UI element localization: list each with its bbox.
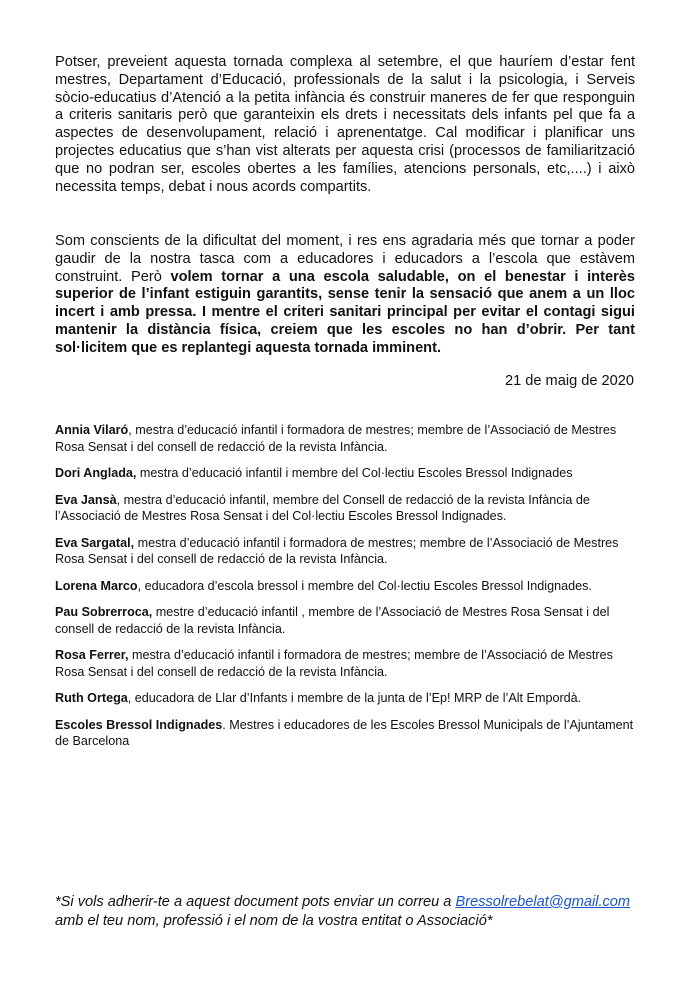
signer-name: Eva Jansà [55,492,117,507]
signer-entry [55,535,640,568]
signer-description: , mestra d’educació infantil, membre del Consell de redacció de la revista Infància de l’Associació de Mestres Rosa Sensat i del Col·lectiu Escoles Bressol Indignades. [55,492,590,523]
signer-description: mestra d’educació infantil i formadora de mestres; membre de l’Associació de Mestres Rosa Sensat i del consell de redacció de la revista Infància. [55,535,619,566]
signer-name: Escoles Bressol Indignades [55,717,223,732]
signer-name: Annia Vilaró [55,423,129,437]
signer-entry [55,492,640,525]
signer-description: , mestra d’educació infantil i formadora de mestres; membre de l’Associació de Mestres Rosa Sensat i del consell de redacció de la revista Infància. [55,423,617,454]
email-link[interactable]: Bressolrebelat@gmail.com [455,894,631,910]
paragraph-2 [55,233,635,358]
paragraph-1: Potser, preveient aquesta tornada complexa al setembre, el que hauríem d’estar fent mestres, Departament d’Educació, professionals de la salut i la psicologia, i Serveis sòcio-educatius d’Atenció a la petita infància és construir maneres de fer que responguin a criteris sanitaris però que garanteixin els drets i necessitats dels infants pel que fa a aspectes de desenvolupament, relació i aprenentatge. Cal modificar i planificar uns projectes educatius que s’han vist alterats per aquesta crisi (processos de familiarització que no podran ser, escoles obertes a les famílies, atencions personals, etc,....) i això necessita temps, debat i nous acords compartits. [55,54,635,195]
adhesion-note [55,893,635,931]
signer-name: Pau Sobrerroca, [55,605,153,619]
signer-entry [55,578,640,595]
signer-name: Lorena Marco [55,578,138,593]
signer-entry [55,717,640,750]
signer-entry [55,647,640,680]
signer-name: Eva Sargatal, [55,535,135,550]
signer-entry [55,690,640,707]
document-date: 21 de maig de 2020 [504,373,634,389]
signer-description: mestra d’educació infantil i membre del Col·lectiu Escoles Bressol Indignades [136,466,573,480]
paragraph-2-intro: Som conscients de la dificultat del moment, i res ens agradaria més que tornar a poder gaudir de la nostra tasca com a educadores i educadors a l’escola que estàvem construint. Però [55,233,635,285]
note-suffix: amb el teu nom, professió i el nom de la vostra entitat o Associació* [55,912,493,929]
signer-name: Dori Anglada, [55,466,137,480]
signer-entry [55,604,640,637]
signer-entry [55,422,640,455]
signer-name: Rosa Ferrer, [55,648,129,662]
signer-description: mestre d’educació infantil , membre de l’Associació de Mestres Rosa Sensat i del consell de redacció de la revista Infància. [55,605,610,636]
note-prefix: *Si vols adherir-te a aquest document pots enviar un correu a [55,894,456,910]
signers-list [55,422,640,760]
paragraph-2-bold: volem tornar a una escola saludable, on el benestar i interès superior de l’infant estiguin garantits, sense tenir la sensació que anem a un lloc incert i amb pressa. I mentre el criteri sanitari principal per evitar el contagi sigui mantenir la distància física, creiem que les escoles no han d’obrir. Per tant sol·licitem que es replantegi aquesta tornada imminent. [55,268,635,356]
signer-name: Ruth Ortega [55,691,128,705]
signer-entry [55,465,640,482]
signer-description: . Mestres i educadores de les Escoles Bressol Municipals de l’Ajuntament de Barcelona [55,717,634,748]
signer-description: mestra d’educació infantil i formadora de mestres; membre de l’Associació de Mestres Rosa Sensat i del consell de redacció de la revista Infància. [55,648,613,679]
signer-description: , educadora de Llar d’Infants i membre de la junta de l’Ep! MRP de l’Alt Empordà. [127,691,582,705]
signer-description: , educadora d’escola bressol i membre del Col·lectiu Escoles Bressol Indignades. [137,578,592,593]
